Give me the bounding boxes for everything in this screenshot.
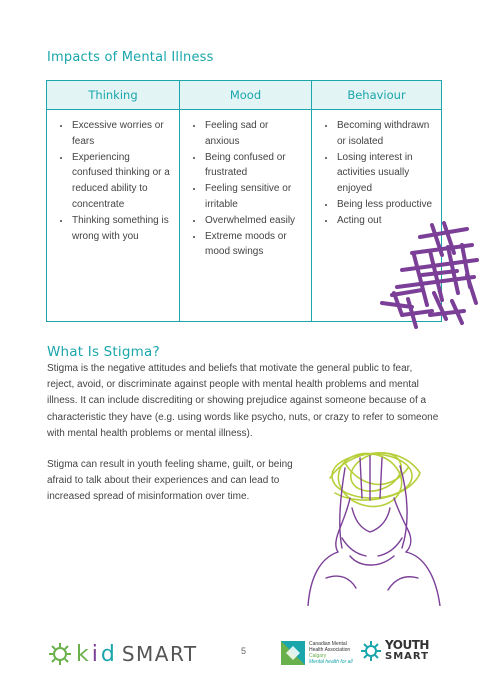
cmha-line-2: Health Association <box>309 647 351 653</box>
cmha-mark-icon <box>281 641 305 665</box>
youthsmart-logo <box>360 640 429 662</box>
page-number: 5 <box>241 646 247 656</box>
list-item: • Feeling sensitive or irritable <box>204 181 305 213</box>
cell-thinking <box>47 110 179 321</box>
kidsmart-logo <box>47 641 198 667</box>
kidsmart-i: i <box>91 641 98 667</box>
header-thinking: Thinking <box>47 81 179 110</box>
youthsmart-line-2: SMART <box>385 651 429 662</box>
purple-scribble-cross-hatch-icon <box>372 215 482 330</box>
list-item: • Being less productive <box>336 197 435 213</box>
list-item: • Excessive worries or fears <box>71 118 173 150</box>
cmha-line-3: Calgary <box>309 653 327 659</box>
list-item: • Extreme moods or mood swings <box>204 229 305 261</box>
list-item: • Becoming withdrawn or isolated <box>336 118 435 150</box>
kidsmart-k: k <box>76 641 89 667</box>
list-item: • Thinking something is wrong with you <box>71 213 173 245</box>
list-item: • Overwhelmed easily <box>204 213 305 229</box>
list-item: • Losing interest in activities usually enjoyed <box>336 150 435 197</box>
stressed-girl-illustration-icon <box>290 438 450 606</box>
cell-mood <box>179 110 311 321</box>
youthsmart-text <box>385 640 429 662</box>
cmha-line-1: Canadian Mental <box>309 641 347 647</box>
cmha-line-4: Mental health for all <box>309 659 353 665</box>
cmha-text <box>309 641 361 665</box>
list-item: • Feeling sad or anxious <box>204 118 305 150</box>
cmha-logo <box>281 641 361 665</box>
youthsmart-line-1: YOUTH <box>385 638 429 652</box>
header-mood: Mood <box>179 81 311 110</box>
stigma-paragraph-2: Stigma can result in youth feeling shame, guilt, or being afraid to talk about their experiences and can lead to increased spread of misinformation over time. <box>47 459 293 503</box>
gear-icon <box>47 641 73 667</box>
list-item: • Being confused or frustrated <box>204 150 305 182</box>
impacts-heading: Impacts of Mental Illness <box>47 50 214 65</box>
list-item: • Acting out <box>336 213 435 229</box>
list-item: • Experiencing confused thinking or a reduced ability to concentrate <box>71 150 173 213</box>
header-behaviour: Behaviour <box>311 81 441 110</box>
kidsmart-d: d <box>100 641 115 667</box>
stigma-heading: What Is Stigma? <box>47 344 160 360</box>
kidsmart-smart: SMART <box>121 642 198 666</box>
stigma-paragraph-1: Stigma is the negative attitudes and beliefs that motivate the general public to fear, reject, avoid, or discriminate against people with mental health problems and mental illness. It can include discrediting or showing prejudice against someone because of a characteristic they have (e.g. using words like psycho, nuts, or crazy to refer to someone with mental health problems or mental illness). <box>47 363 439 439</box>
gear-icon <box>360 640 382 662</box>
